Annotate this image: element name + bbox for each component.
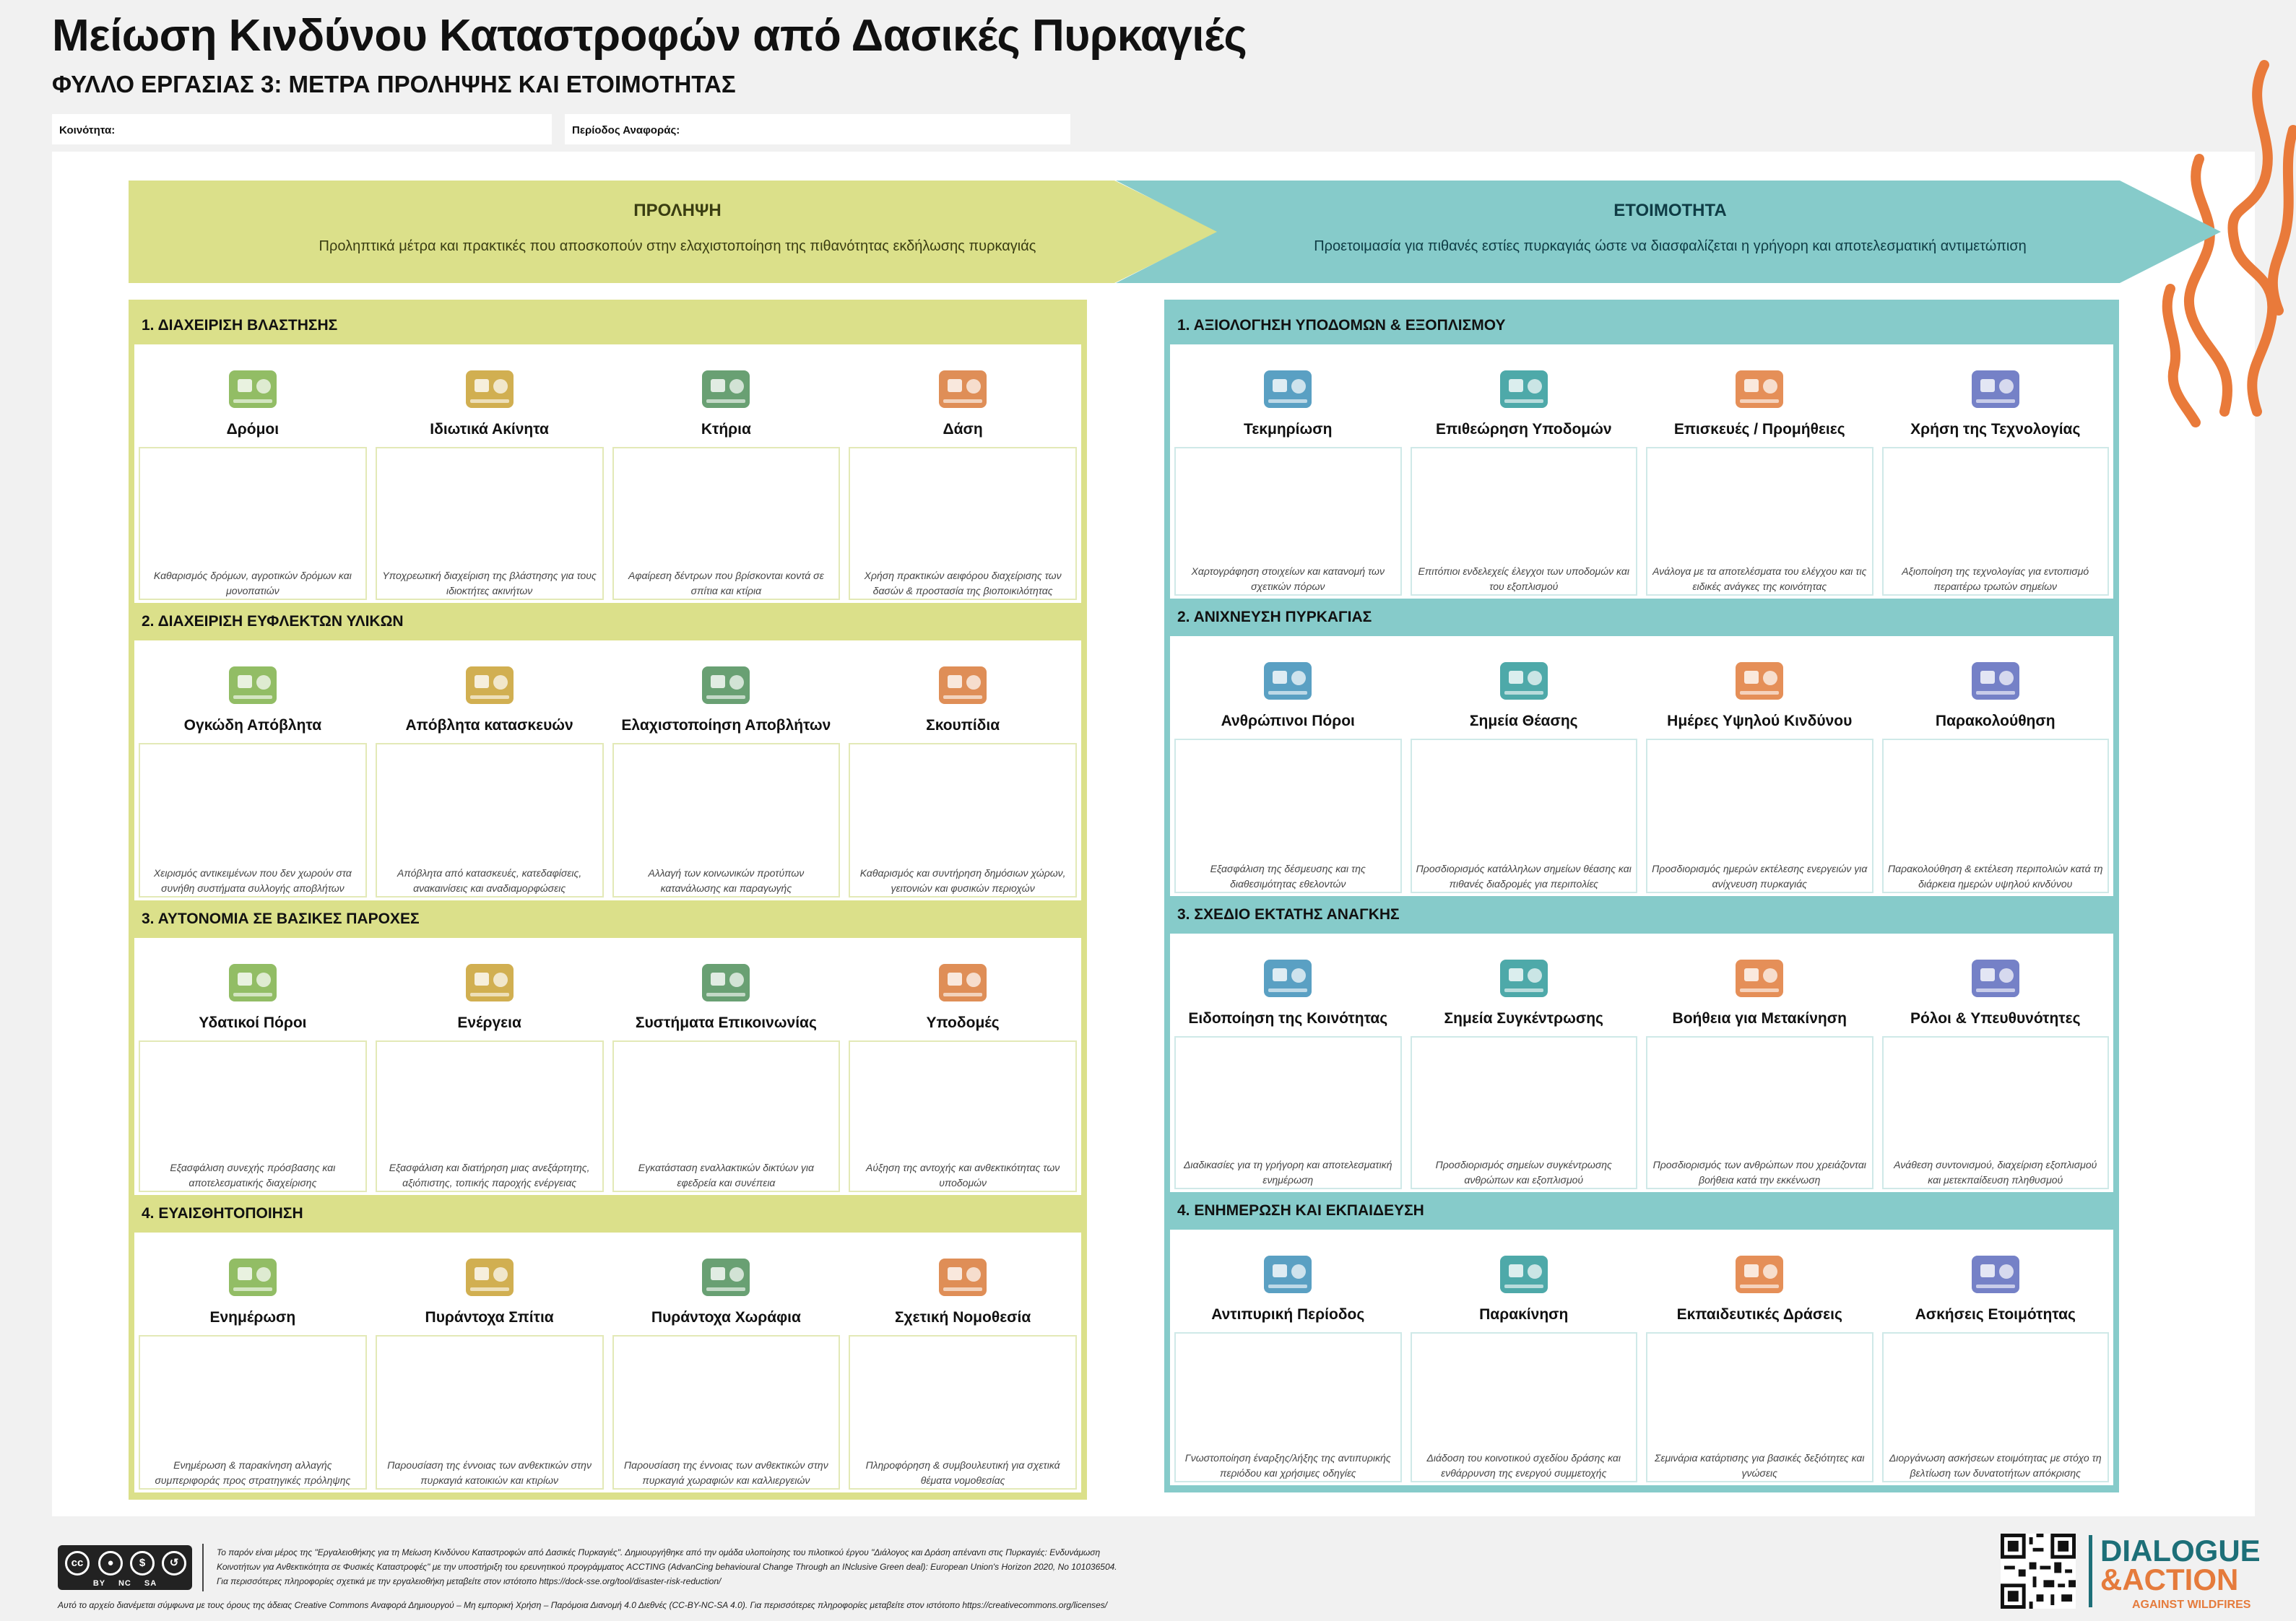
measure-label: Ελαχιστοποίηση Αποβλήτων	[621, 717, 831, 734]
measure-input-box[interactable]	[139, 1040, 367, 1192]
preparedness-panel	[1164, 300, 2119, 1492]
measure-label: Υποδομές	[926, 1014, 1000, 1031]
footer-text-2: Κοινοτήτων για Ανθεκτικότητα σε Φυσικές Καταστροφές" με την υποστήριξη του ερευνητικού προγράμματος ACCTING (AdvanCing behavioural Change Through an INclusive Green deal): European Union's Horizon 2020, No 101036504.	[217, 1562, 1117, 1572]
measure-input-box[interactable]	[612, 1335, 841, 1490]
measure-description: Προσδιορισμός κατάλληλων σημείων θέασης και πιθανές διαδρομές για περιπολίες	[1416, 863, 1632, 890]
section-title: 1. ΔΙΑΧΕΙΡΙΣΗ ΒΛΑΣΤΗΣΗΣ	[142, 317, 338, 334]
measure-description: Ανάθεση συντονισμού, διαχείριση εξοπλισμού και μετεκπαίδευση πληθυσμού	[1894, 1159, 2097, 1186]
measure-label: Ημέρες Υψηλού Κινδύνου	[1667, 713, 1853, 729]
measure-description: Γνωστοποίηση έναρξης/λήξης της αντιπυρικής περιόδου και χρήσιμες οδηγίες	[1184, 1452, 1391, 1479]
measure-description: Εξασφάλιση της δέσμευσης και της διαθεσιμότητας εθελοντών	[1210, 863, 1366, 890]
private-property-icon	[459, 355, 521, 417]
section-1	[129, 307, 1087, 603]
measure-label: Δρόμοι	[226, 421, 280, 438]
measure-input-box[interactable]	[849, 1335, 1077, 1490]
measure-input-box[interactable]	[1411, 739, 1638, 893]
measure-card	[1406, 1230, 1642, 1485]
measure-card	[608, 640, 845, 900]
measure-card	[1642, 934, 1878, 1192]
measure-input-box[interactable]	[612, 447, 841, 600]
board-icon	[222, 1243, 284, 1305]
preparedness-banner	[1116, 181, 2224, 283]
measure-label: Τεκμηρίωση	[1244, 421, 1333, 438]
measure-card	[134, 640, 371, 900]
measure-description: Πληροφόρηση & συμβουλευτική για σχετικά θέματα νομοθεσίας	[865, 1459, 1060, 1486]
construction-waste-icon	[459, 651, 521, 713]
measure-description: Ενημέρωση & παρακίνηση αλλαγής συμπεριφοράς προς στρατηγικές πρόληψης	[155, 1459, 351, 1486]
measure-card	[371, 938, 608, 1195]
measure-label: Συστήματα Επικοινωνίας	[635, 1014, 817, 1031]
measure-description: Διοργάνωση ασκήσεων ετοιμότητας με στόχο τη βελτίωση των δυνατοτήτων απόκρισης	[1889, 1452, 2102, 1479]
prevention-title: ΠΡΟΛΗΨΗ	[633, 201, 722, 220]
measure-description: Καθαρισμός δρόμων, αγροτικών δρόμων και μονοπατιών	[153, 570, 352, 596]
preparedness-arrow-shape	[1116, 181, 2224, 283]
measure-input-box[interactable]	[1646, 1036, 1873, 1189]
measure-input-box[interactable]	[376, 447, 604, 600]
drill-icon	[1964, 1240, 2027, 1302]
measure-card	[608, 1233, 845, 1492]
measure-card	[608, 938, 845, 1195]
measure-input-box[interactable]	[139, 447, 367, 600]
measure-description: Εξασφάλιση και διατήρηση μιας ανεξάρτητης, αξιόπιστης, τοπικής παροχής ενέργειας	[389, 1162, 590, 1188]
risk-map-icon	[1728, 646, 1790, 708]
measure-description: Παρακολούθηση & εκτέλεση περιπολιών κατά τη διάρκεια ημερών υψηλού κινδύνου	[1888, 863, 2103, 890]
logo-divider	[2089, 1535, 2092, 1607]
infrastructure-icon	[932, 948, 994, 1010]
litter-icon	[932, 651, 994, 713]
section-title: 3. ΑΥΤΟΝΟΜΙΑ ΣΕ ΒΑΣΙΚΕΣ ΠΑΡΟΧΕΣ	[142, 911, 420, 927]
roles-icon	[1964, 944, 2027, 1006]
measure-card	[1170, 1230, 1406, 1485]
measure-label: Επιθεώρηση Υποδομών	[1435, 421, 1612, 438]
measure-input-box[interactable]	[139, 743, 367, 898]
calendar-icon	[1257, 1240, 1319, 1302]
measure-input-box[interactable]	[1174, 739, 1402, 893]
measure-description: Παρουσίαση της έννοιας των ανθεκτικών στην πυρκαγιά χωραφιών και καλλιεργειών	[624, 1459, 828, 1486]
prevention-banner	[129, 181, 1226, 283]
measure-input-box[interactable]	[1882, 1036, 2110, 1189]
section-body	[1170, 934, 2113, 1192]
measure-card	[1642, 636, 1878, 896]
measure-input-box[interactable]	[376, 743, 604, 898]
measure-card	[1406, 344, 1642, 599]
measure-description: Ανάλογα με τα αποτελέσματα του ελέγχου και τις ειδικές ανάγκες της κοινότητας	[1652, 565, 1867, 592]
measure-description: Χρήση πρακτικών αειφόρου διαχείρισης των δασών & προστασία της βιοποικιλότητας	[864, 570, 1062, 596]
house-icon	[459, 1243, 521, 1305]
measure-input-box[interactable]	[1174, 1332, 1402, 1482]
community-label: Κοινότητα:	[59, 124, 116, 136]
measure-input-box[interactable]	[1174, 447, 1402, 596]
section-body	[134, 1233, 1081, 1492]
cc-icon: cc	[65, 1551, 90, 1576]
section-body	[1170, 636, 2113, 896]
measure-label: Δάση	[943, 421, 983, 438]
binoculars-icon	[1964, 646, 2027, 708]
measure-description: Χαρτογράφηση στοιχείων και κατανομή των σχετικών πόρων	[1191, 565, 1385, 592]
measure-input-box[interactable]	[376, 1040, 604, 1192]
measure-card	[1878, 636, 2114, 896]
prevention-arrow-shape	[129, 181, 1226, 283]
measure-label: Εκπαιδευτικές Δράσεις	[1676, 1306, 1842, 1323]
measure-card	[844, 1233, 1081, 1492]
section-body	[134, 938, 1081, 1195]
measure-description: Αλλαγή των κοινωνικών προτύπων κατανάλωσης και παραγωγής	[648, 867, 805, 894]
measure-input-box[interactable]	[1646, 1332, 1873, 1482]
cc-tags: BY NC SA	[92, 1579, 157, 1588]
measure-label: Βοήθεια για Μετακίνηση	[1672, 1010, 1847, 1027]
section-title: 1. ΑΞΙΟΛΟΓΗΣΗ ΥΠΟΔΟΜΩΝ & ΕΞΟΠΛΙΣΜΟΥ	[1177, 317, 1506, 334]
measure-description: Απόβλητα από κατασκευές, κατεδαφίσεις, ανακαινίσεις και αναδιαμορφώσεις	[397, 867, 582, 894]
measure-description: Προσδιορισμός ημερών εκτέλεσης ενεργειών για ανίχνευση πυρκαγιάς	[1652, 863, 1868, 890]
measure-label: Σημεία Θέασης	[1469, 713, 1578, 729]
measure-label: Σκουπίδια	[926, 717, 1000, 734]
measure-card	[1406, 636, 1642, 896]
footer-license-text: Αυτό το αρχείο διανέμεται σύμφωνα με τους όρους της άδειας Creative Commons Αναφορά Δημιουργού – Μη εμπορική Χρήση – Παρόμοια Διανομή 4.0 Διεθνές (CC-BY-NC-SA 4.0). Για περισσότερες πληροφορίες μεταβείτε στον ιστότοπο https://creativecommons.org/licenses/	[58, 1600, 1108, 1610]
period-field[interactable]	[565, 114, 1070, 144]
measure-card	[1170, 934, 1406, 1192]
measure-input-box[interactable]	[1882, 1332, 2110, 1482]
page-subtitle: ΦΥΛΛΟ ΕΡΓΑΣΙΑΣ 3: ΜΕΤΡΑ ΠΡΟΛΗΨΗΣ ΚΑΙ ΕΤΟΙΜΟΤΗΤΑΣ	[52, 71, 736, 97]
legislation-icon	[932, 1243, 994, 1305]
measure-card	[1642, 1230, 1878, 1485]
measure-description: Καθαρισμός και συντήρηση δημόσιων χώρων, γειτονιών και φυσικών περιοχών	[859, 867, 1066, 894]
measure-card	[844, 938, 1081, 1195]
building-icon	[695, 355, 757, 417]
measure-card	[134, 938, 371, 1195]
measure-card	[371, 1233, 608, 1492]
measure-input-box[interactable]	[1174, 1036, 1402, 1189]
measure-card	[1878, 934, 2114, 1192]
measure-card	[1170, 636, 1406, 896]
measure-label: Ιδιωτικά Ακίνητα	[430, 421, 549, 438]
measure-input-box[interactable]	[1882, 447, 2110, 596]
measure-label: Υδατικοί Πόροι	[199, 1014, 307, 1031]
section-1	[1164, 307, 2119, 599]
meeting-icon	[1493, 1240, 1555, 1302]
by-icon: ●	[98, 1551, 123, 1576]
measure-label: Κτήρια	[701, 421, 751, 438]
community-field[interactable]	[52, 114, 552, 144]
measure-card	[371, 344, 608, 603]
measure-description: Διάδοση του κοινοτικού σχεδίου δράσης και ενθάρρυνση της ενεργού συμμετοχής	[1426, 1452, 1621, 1479]
logo-bottom-text: &ACTION	[2100, 1563, 2239, 1596]
measure-label: Σχετική Νομοθεσία	[894, 1309, 1031, 1326]
measure-description: Παρουσίαση της έννοιας των ανθεκτικών στην πυρκαγιά κατοικιών και κτιρίων	[387, 1459, 592, 1486]
measure-card	[844, 344, 1081, 603]
section-body	[134, 640, 1081, 900]
section-3	[1164, 896, 2119, 1192]
sofa-icon	[222, 651, 284, 713]
measure-card	[608, 344, 845, 603]
measure-card	[134, 344, 371, 603]
megaphone-icon	[1257, 944, 1319, 1006]
nc-icon: $	[130, 1551, 155, 1576]
measure-card	[1170, 344, 1406, 599]
lookout-icon	[1493, 646, 1555, 708]
section-body	[1170, 344, 2113, 599]
section-4	[1164, 1192, 2119, 1485]
section-title: 2. ΔΙΑΧΕΙΡΙΣΗ ΕΥΦΛΕΚΤΩΝ ΥΛΙΚΩΝ	[142, 613, 404, 630]
measure-card	[134, 1233, 371, 1492]
hands-icon	[1257, 646, 1319, 708]
measure-description: Υποχρεωτική διαχείριση της βλάστησης για τους ιδιοκτήτες ακινήτων	[382, 570, 597, 596]
logo-top-text: DIALOGUE	[2100, 1534, 2261, 1568]
preparedness-title: ΕΤΟΙΜΟΤΗΤΑ	[1613, 201, 1727, 220]
footer-divider	[202, 1544, 204, 1591]
fields-icon	[695, 1243, 757, 1305]
measure-input-box[interactable]	[1882, 739, 2110, 893]
prevention-subtitle: Προληπτικά μέτρα και πρακτικές που αποσκοπούν στην ελαχιστοποίηση της πιθανότητας εκδήλωσης πυρκαγιάς	[319, 238, 1036, 254]
measure-description: Προσδιορισμός των ανθρώπων που χρειάζονται βοήθεια κατά την εκκένωση	[1652, 1159, 1866, 1186]
period-label: Περίοδος Αναφοράς:	[572, 124, 680, 136]
measure-label: Επισκευές / Προμήθειες	[1673, 421, 1845, 438]
measure-description: Προσδιορισμός σημείων συγκέντρωσης ανθρώπων και εξοπλισμού	[1435, 1159, 1612, 1186]
logo-subtitle: AGAINST WILDFIRES	[2132, 1599, 2251, 1611]
measure-input-box[interactable]	[1646, 447, 1873, 596]
measure-input-box[interactable]	[376, 1335, 604, 1490]
measure-label: Παρακολούθηση	[1935, 713, 2055, 729]
measure-label: Ασκήσεις Ετοιμότητας	[1915, 1306, 2076, 1323]
recycling-person-icon	[695, 651, 757, 713]
wheelchair-icon	[1728, 944, 1790, 1006]
footer-text-3: Για περισσότερες πληροφορίες σχετικά με την εργαλειοθήκη μεταβείτε στον ιστότοπο https://dock-sse.org/tool/disaster-risk-reduction/	[217, 1576, 722, 1586]
measure-card	[1642, 344, 1878, 599]
map-pin-icon	[1257, 355, 1319, 417]
measure-card	[371, 640, 608, 900]
measure-label: Ανθρώπινοι Πόροι	[1221, 713, 1355, 729]
measure-input-box[interactable]	[139, 1335, 367, 1490]
section-body	[134, 344, 1081, 603]
measure-label: Χρήση της Τεχνολογίας	[1910, 421, 2081, 438]
measure-input-box[interactable]	[1646, 739, 1873, 893]
measure-label: Παρακίνηση	[1479, 1306, 1569, 1323]
section-title: 4. ΕΝΗΜΕΡΩΣΗ ΚΑΙ ΕΚΠΑΙΔΕΥΣΗ	[1177, 1202, 1424, 1219]
measure-card	[1878, 344, 2114, 599]
measure-input-box[interactable]	[849, 743, 1077, 898]
energy-icon	[459, 948, 521, 1010]
section-3	[129, 900, 1087, 1195]
measure-input-box[interactable]	[1411, 447, 1638, 596]
measure-label: Πυράντοχα Σπίτια	[425, 1309, 554, 1326]
laptop-icon	[1964, 355, 2027, 417]
measure-description: Χειρισμός αντικειμένων που δεν χωρούν στα συνήθη συστήματα συλλογής αποβλήτων	[153, 867, 352, 894]
measure-label: Αντιπυρική Περίοδος	[1211, 1306, 1365, 1323]
measure-description: Σεμινάρια κατάρτισης για βασικές δεξιότητες και γνώσεις	[1654, 1452, 1865, 1479]
measure-card	[1878, 1230, 2114, 1485]
measure-input-box[interactable]	[1411, 1332, 1638, 1482]
measure-label: Απόβλητα κατασκευών	[405, 717, 573, 734]
measure-label: Ρόλοι & Υπευθυνότητες	[1910, 1010, 2081, 1027]
measure-input-box[interactable]	[849, 1040, 1077, 1192]
section-title: 4. ΕΥΑΙΣΘΗΤΟΠΟΙΗΣΗ	[142, 1205, 303, 1222]
sa-icon: ↺	[162, 1551, 186, 1576]
qr-code-icon[interactable]	[2001, 1534, 2076, 1609]
clipboard-icon	[1493, 355, 1555, 417]
footer-text-1: Το παρόν είναι μέρος της "Εργαλειοθήκης για τη Μείωση Κινδύνου Καταστροφών από Δασικές Πυρκαγιές". Δημιουργήθηκε από την ομάδα υλοποίησης του πιλοτικού έργου "Διάλογος και Δράση απέναντι στις Πυρκαγιές: Ενδυνάμωση	[217, 1547, 1101, 1557]
preparedness-subtitle: Προετοιμασία για πιθανές εστίες πυρκαγιάς ώστε να διασφαλίζεται η γρήγορη και αποτελεσματική αντιμετώπιση	[1314, 238, 2027, 254]
section-2	[129, 603, 1087, 900]
forest-icon	[932, 355, 994, 417]
measure-label: Πυράντοχα Χωράφια	[651, 1309, 801, 1326]
measure-description: Αύξηση της αντοχής και ανθεκτικότητας των υποδομών	[865, 1162, 1060, 1188]
measure-label: Ενέργεια	[457, 1014, 521, 1031]
section-title: 3. ΣΧΕΔΙΟ ΕΚΤΑΤΗΣ ΑΝΑΓΚΗΣ	[1177, 906, 1400, 923]
section-4	[129, 1195, 1087, 1492]
measure-card	[1406, 934, 1642, 1192]
water-icon	[222, 948, 284, 1010]
section-title: 2. ΑΝΙΧΝΕΥΣΗ ΠΥΡΚΑΓΙΑΣ	[1177, 609, 1372, 625]
roads-icon	[222, 355, 284, 417]
measure-description: Αξιοποίηση της τεχνολογίας για εντοπισμό περαιτέρω τρωτών σημείων	[1902, 565, 2089, 592]
section-body	[1170, 1230, 2113, 1485]
measure-input-box[interactable]	[1411, 1036, 1638, 1189]
measure-description: Αφαίρεση δέντρων που βρίσκονται κοντά σε σπίτια και κτίρια	[628, 570, 824, 596]
tools-icon	[1728, 355, 1790, 417]
measure-input-box[interactable]	[849, 447, 1077, 600]
measure-description: Επιτόπιοι ενδελεχείς έλεγχοι των υποδομών και του εξοπλισμού	[1418, 565, 1629, 592]
measure-input-box[interactable]	[612, 1040, 841, 1192]
cc-license-badge	[58, 1545, 192, 1590]
measure-description: Εξασφάλιση συνεχής πρόσβασης και αποτελεσματικής διαχείρισης	[170, 1162, 336, 1188]
measure-input-box[interactable]	[612, 743, 841, 898]
assembly-point-icon	[1493, 944, 1555, 1006]
section-2	[1164, 599, 2119, 896]
walkie-talkie-icon	[695, 948, 757, 1010]
measure-description: Εγκατάσταση εναλλακτικών δικτύων για εφεδρεία και συνέπεια	[638, 1162, 814, 1188]
dialogue-action-logo	[2100, 1534, 2261, 1596]
page-title: Μείωση Κινδύνου Καταστροφών από Δασικές Πυρκαγιές	[52, 11, 1247, 61]
training-icon	[1728, 1240, 1790, 1302]
measure-label: Ογκώδη Απόβλητα	[183, 717, 322, 734]
measure-card	[844, 640, 1081, 900]
measure-description: Διαδικασίες για τη γρήγορη και αποτελεσματική ενημέρωση	[1183, 1159, 1392, 1186]
measure-label: Ενημέρωση	[209, 1309, 296, 1326]
measure-label: Σημεία Συγκέντρωσης	[1444, 1010, 1603, 1027]
prevention-panel	[129, 300, 1087, 1500]
measure-label: Ειδοποίηση της Κοινότητας	[1188, 1010, 1388, 1027]
